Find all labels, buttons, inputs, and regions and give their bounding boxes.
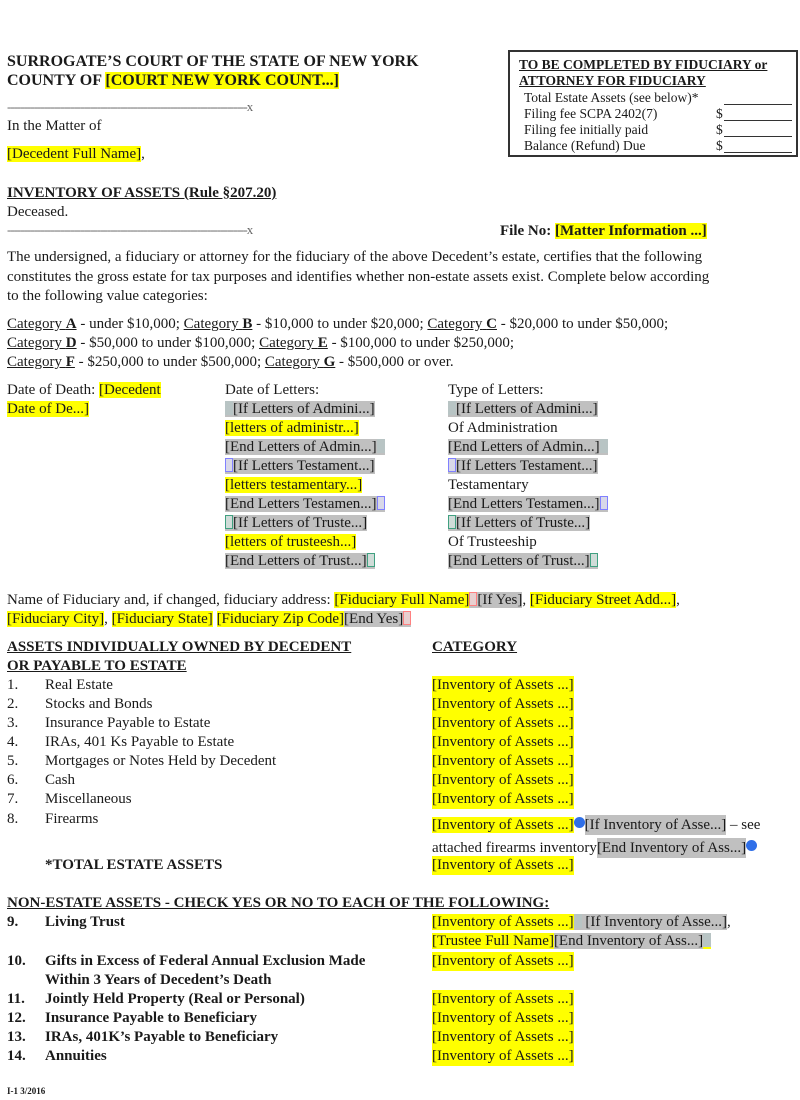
- field-marker-icon: [377, 439, 385, 453]
- fee-row-scpa-currency: $: [716, 106, 723, 121]
- type-letters-if-testamentary[interactable]: [448, 457, 598, 476]
- court-county-line: [7, 71, 339, 90]
- filing-fee-paid-field[interactable]: [724, 122, 792, 137]
- punct: ,: [676, 592, 680, 608]
- firearms-see-text: – see: [726, 817, 761, 833]
- field-marker-icon: [703, 933, 711, 947]
- intro-line-1: The undersigned, a fiduciary or attorney for the fiduciary of the above Decedent’s estate, certifies that the following: [7, 249, 703, 265]
- item-label: Cash: [45, 772, 75, 788]
- field-text: [letters testamentary...]: [225, 477, 363, 493]
- asset-row-stocks-bonds: [7, 695, 153, 714]
- fee-box-title-line1: TO BE COMPLETED BY FIDUCIARY or: [519, 57, 768, 72]
- file-no-field[interactable]: [Matter Information ...]: [554, 223, 707, 239]
- estate-assets-heading-2: OR PAYABLE TO ESTATE: [7, 658, 187, 674]
- category-word: Category: [259, 335, 315, 351]
- category-line-3: [7, 353, 454, 372]
- living-trust-line-1: [432, 913, 731, 932]
- item-num: 11.: [7, 991, 25, 1007]
- form-title: INVENTORY OF ASSETS (Rule §207.20): [7, 185, 277, 201]
- category-letter: F: [65, 354, 75, 370]
- asset-category-field-8[interactable]: [Inventory of Assets ...]: [432, 817, 574, 833]
- total-estate-assets-value[interactable]: [Inventory of Assets ...]: [432, 857, 574, 873]
- field-marker-icon: [590, 553, 598, 567]
- type-letters-end-testamentary[interactable]: [448, 495, 608, 514]
- item-label: IRAs, 401 Ks Payable to Estate: [45, 734, 235, 750]
- category-c-label: [427, 316, 497, 332]
- field-marker-icon: [377, 496, 385, 510]
- non-estate-gifts-line-2: Within 3 Years of Decedent’s Death: [45, 972, 272, 988]
- punct: ,: [104, 611, 108, 627]
- field-marker-icon: [225, 515, 233, 529]
- fiduciary-name-field[interactable]: [Fiduciary Full Name]: [334, 592, 470, 608]
- fee-row-total-label: Total Estate Assets (see below)*: [524, 90, 699, 105]
- non-estate-row-annuities: [7, 1047, 107, 1066]
- item-num: 4.: [7, 734, 19, 750]
- item-num: 2.: [7, 696, 19, 712]
- asset-category-field-7[interactable]: [Inventory of Assets ...]: [432, 791, 574, 807]
- category-a-label: [7, 316, 77, 332]
- fiduciary-street-field[interactable]: [Fiduciary Street Add...]: [529, 592, 677, 608]
- fiduciary-zip-field[interactable]: [Fiduciary Zip Code]: [216, 611, 345, 627]
- asset-row-firearms: [7, 810, 98, 829]
- item-num: 8.: [7, 811, 19, 827]
- item-num: 3.: [7, 715, 19, 731]
- non-estate-category-field-11[interactable]: [Inventory of Assets ...]: [432, 991, 574, 1007]
- type-letters-administration: Of Administration: [448, 420, 558, 436]
- category-word: Category: [264, 354, 320, 370]
- deceased-label: Deceased.: [7, 204, 69, 220]
- item-label: Jointly Held Property (Real or Personal): [45, 991, 305, 1007]
- decedent-line: [7, 145, 145, 164]
- content-control-dot-icon: [746, 840, 757, 851]
- field-marker-icon: [225, 458, 233, 472]
- field-text: [End Letters of Trust...]: [225, 553, 367, 569]
- total-estate-assets-field[interactable]: [724, 90, 792, 105]
- field-marker-icon: [448, 401, 456, 415]
- field-text: [End Letters Testamen...]: [225, 496, 377, 512]
- living-trust-line-2: [432, 932, 711, 951]
- type-letters-testamentary: Testamentary: [448, 477, 529, 493]
- field-text: [If Letters Testament...]: [456, 458, 598, 474]
- total-estate-assets-label: *TOTAL ESTATE ASSETS: [45, 857, 223, 873]
- date-letters-trusteeship-field[interactable]: [225, 533, 356, 552]
- date-of-death-field[interactable]: [Decedent: [99, 382, 161, 398]
- item-label: Real Estate: [45, 677, 113, 693]
- date-letters-end-testamentary[interactable]: [225, 495, 385, 514]
- category-g-range: - $500,000 or over.: [335, 354, 454, 370]
- gifts-category-field[interactable]: [Inventory of Assets ...]: [432, 953, 574, 969]
- item-label: Firearms: [45, 811, 99, 827]
- item-label: Miscellaneous: [45, 791, 132, 807]
- asset-category-field-2[interactable]: [Inventory of Assets ...]: [432, 696, 574, 712]
- field-text: [End Letters Testamen...]: [448, 496, 600, 512]
- non-estate-row-iras-beneficiary: [7, 1028, 278, 1047]
- fiduciary-end-yes-field[interactable]: [End Yes]: [344, 611, 404, 627]
- category-letter: C: [486, 316, 497, 332]
- item-label: IRAs, 401K’s Payable to Beneficiary: [45, 1029, 279, 1045]
- matter-label: In the Matter of: [7, 118, 102, 134]
- item-num: 10.: [7, 953, 26, 969]
- fee-box-title: [519, 57, 767, 89]
- date-letters-admin-field[interactable]: [225, 419, 359, 438]
- item-num: 12.: [7, 1010, 26, 1026]
- category-b-label: [184, 316, 253, 332]
- category-word: Category: [7, 316, 62, 332]
- asset-row-insurance-estate: [7, 714, 210, 733]
- date-letters-end-admin[interactable]: [225, 438, 385, 457]
- file-no-label: File No:: [500, 223, 552, 239]
- firearms-if-field[interactable]: [If Inventory of Asse...]: [584, 817, 727, 833]
- punct: ,: [727, 914, 731, 930]
- trustee-name-field[interactable]: [Trustee Full Name]: [432, 933, 554, 949]
- living-trust-category-field[interactable]: [Inventory of Assets ...]: [432, 914, 574, 930]
- living-trust-if-field[interactable]: [If Inventory of Asse...]: [585, 914, 728, 930]
- fee-row-balance-label: Balance (Refund) Due: [524, 138, 646, 153]
- filing-fee-scpa-field[interactable]: [724, 106, 792, 121]
- field-text: [End Letters of Trust...]: [448, 553, 590, 569]
- decedent-suffix: ,: [141, 146, 145, 162]
- file-no-line: [500, 222, 707, 241]
- item-label: Annuities: [45, 1048, 107, 1064]
- category-e-label: [259, 335, 328, 351]
- field-marker-icon: [600, 496, 608, 510]
- category-letter: A: [65, 316, 77, 332]
- field-text: [If Letters of Admini...]: [233, 401, 375, 417]
- living-trust-end-field[interactable]: [End Inventory of Ass...]: [553, 933, 704, 949]
- field-marker-icon: [225, 401, 233, 415]
- category-c-range: - $20,000 to under $50,000;: [496, 316, 669, 332]
- category-g-label: [265, 354, 335, 370]
- asset-row-iras-estate: [7, 733, 234, 752]
- caption-separator-top: ------------------------------------------------------------------------x: [7, 99, 253, 114]
- type-of-letters-label: Type of Letters:: [448, 382, 544, 398]
- firearms-attached-text: attached firearms inventory: [432, 840, 597, 856]
- field-marker-icon: [600, 439, 608, 453]
- date-letters-testamentary-field[interactable]: [225, 476, 362, 495]
- non-estate-row-gifts: [7, 952, 365, 971]
- item-num: 13.: [7, 1029, 26, 1045]
- balance-due-field[interactable]: [724, 138, 792, 153]
- fiduciary-if-yes-field[interactable]: [If Yes]: [477, 592, 523, 608]
- county-field[interactable]: [COURT NEW YORK COUNT...]: [105, 72, 339, 89]
- type-letters-trusteeship: Of Trusteeship: [448, 534, 537, 550]
- fee-box-title-line2: ATTORNEY FOR FIDUCIARY: [519, 73, 706, 88]
- date-of-death: [7, 381, 161, 400]
- fee-row-paid-currency: $: [716, 122, 723, 137]
- fiduciary-label: Name of Fiduciary and, if changed, fiduciary address:: [7, 592, 331, 608]
- asset-category-field-5[interactable]: [Inventory of Assets ...]: [432, 753, 574, 769]
- date-of-death-cont: [7, 400, 89, 419]
- item-num: 9.: [7, 914, 19, 930]
- date-letters-if-testamentary[interactable]: [225, 457, 375, 476]
- category-line-1: [7, 315, 668, 334]
- intro-line-3: to the following value categories:: [7, 288, 208, 304]
- field-marker-icon: [367, 553, 375, 567]
- item-label: Living Trust: [45, 914, 125, 930]
- category-b-range: - $10,000 to under $20,000;: [252, 316, 428, 332]
- field-text: [If Letters Testament...]: [233, 458, 375, 474]
- category-f-label: [7, 354, 75, 370]
- firearms-end-field[interactable]: [End Inventory of Ass...]: [596, 840, 747, 856]
- item-num: 6.: [7, 772, 19, 788]
- non-estate-row-insurance-beneficiary: [7, 1009, 257, 1028]
- intro-line-2: constitutes the gross estate for tax purposes and identifies whether non-estate assets exist. Complete below according: [7, 269, 710, 285]
- fiduciary-state-field[interactable]: [Fiduciary State]: [111, 611, 213, 627]
- item-num: 1.: [7, 677, 19, 693]
- category-word: Category: [183, 316, 239, 332]
- category-word: Category: [427, 316, 483, 332]
- asset-category-field-6[interactable]: [Inventory of Assets ...]: [432, 772, 574, 788]
- non-estate-category-field-12[interactable]: [Inventory of Assets ...]: [432, 1010, 574, 1026]
- fiduciary-fee-box: [508, 50, 798, 157]
- asset-row-miscellaneous: [7, 790, 132, 809]
- type-letters-end-trusteeship[interactable]: [448, 552, 598, 571]
- field-text: [End Letters of Admin...]: [448, 439, 600, 455]
- non-estate-category-field-13[interactable]: [Inventory of Assets ...]: [432, 1029, 574, 1045]
- field-marker-icon: [448, 458, 456, 472]
- category-letter: E: [317, 335, 328, 351]
- field-text: [letters of trusteesh...]: [225, 534, 357, 550]
- category-word: Category: [7, 354, 62, 370]
- asset-row-mortgages: [7, 752, 276, 771]
- type-letters-if-admin[interactable]: [448, 400, 598, 419]
- fee-row-scpa-label: Filing fee SCPA 2402(7): [524, 106, 658, 121]
- field-text: [If Letters of Truste...]: [456, 515, 591, 531]
- type-letters-if-trusteeship[interactable]: [448, 514, 590, 533]
- field-marker-icon: [403, 611, 411, 625]
- item-label: Insurance Payable to Beneficiary: [45, 1010, 258, 1026]
- punct: ,: [522, 592, 527, 608]
- content-control-dot-icon: [574, 817, 585, 828]
- fiduciary-line-2: [7, 610, 411, 629]
- field-text: [If Letters of Truste...]: [233, 515, 368, 531]
- field-text: [letters of administr...]: [225, 420, 359, 436]
- category-letter: B: [242, 316, 253, 332]
- court-name-line1: SURROGATE’S COURT OF THE STATE OF NEW YORK: [7, 53, 419, 70]
- category-line-2: [7, 334, 514, 353]
- caption-separator-bottom: ------------------------------------------------------------------------x: [7, 222, 253, 237]
- item-label: Gifts in Excess of Federal Annual Exclusion Made: [45, 953, 366, 969]
- type-letters-end-admin[interactable]: [448, 438, 608, 457]
- category-e-range: - $100,000 to under $250,000;: [327, 335, 515, 351]
- field-text: [End Letters of Admin...]: [225, 439, 377, 455]
- non-estate-row-jointly-held: [7, 990, 305, 1009]
- category-letter: G: [323, 354, 336, 370]
- field-marker-icon: [448, 515, 456, 529]
- item-num: 7.: [7, 791, 19, 807]
- asset-row-real-estate: [7, 676, 113, 695]
- decedent-name-field[interactable]: [Decedent Full Name]: [7, 146, 142, 162]
- field-text: [If Letters of Admini...]: [456, 401, 598, 417]
- category-d-label: [7, 335, 77, 351]
- asset-category-field-3[interactable]: [Inventory of Assets ...]: [432, 715, 574, 731]
- asset-category-field-1[interactable]: [Inventory of Assets ...]: [432, 677, 574, 693]
- item-num: 5.: [7, 753, 19, 769]
- field-marker-icon: [574, 914, 582, 928]
- category-letter: D: [65, 335, 77, 351]
- category-d-range: - $50,000 to under $100,000;: [76, 335, 260, 351]
- non-estate-heading: NON-ESTATE ASSETS - CHECK YES OR NO TO EACH OF THE FOLLOWING:: [7, 895, 550, 911]
- item-label: Insurance Payable to Estate: [45, 715, 211, 731]
- category-f-range: - $250,000 to under $500,000;: [74, 354, 265, 370]
- category-column-heading: CATEGORY: [432, 639, 518, 655]
- fiduciary-line-1: [7, 591, 680, 610]
- fiduciary-city-field[interactable]: [Fiduciary City]: [7, 611, 105, 627]
- form-code: I-1 3/2016: [7, 1086, 46, 1096]
- item-num: 14.: [7, 1048, 26, 1064]
- non-estate-row-living-trust: [7, 913, 125, 932]
- county-label: COUNTY OF: [7, 72, 102, 89]
- estate-assets-heading-1: ASSETS INDIVIDUALLY OWNED BY DECEDENT: [7, 639, 352, 655]
- date-letters-if-admin[interactable]: [225, 400, 375, 419]
- non-estate-category-field-14[interactable]: [Inventory of Assets ...]: [432, 1048, 574, 1064]
- date-letters-end-trusteeship[interactable]: [225, 552, 375, 571]
- firearms-category-line-1: [432, 814, 760, 836]
- fee-row-paid-label: Filing fee initially paid: [524, 122, 649, 137]
- fee-row-balance-currency: $: [716, 138, 723, 153]
- asset-category-field-4[interactable]: [Inventory of Assets ...]: [432, 734, 574, 750]
- category-a-range: - under $10,000;: [76, 316, 184, 332]
- item-label: Stocks and Bonds: [45, 696, 153, 712]
- date-letters-if-trusteeship[interactable]: [225, 514, 367, 533]
- item-label: Mortgages or Notes Held by Decedent: [45, 753, 277, 769]
- date-of-death-field-cont[interactable]: Date of De...]: [7, 401, 90, 417]
- asset-row-cash: [7, 771, 75, 790]
- category-word: Category: [7, 335, 62, 351]
- date-of-death-label: Date of Death:: [7, 382, 96, 398]
- date-of-letters-label: Date of Letters:: [225, 382, 320, 398]
